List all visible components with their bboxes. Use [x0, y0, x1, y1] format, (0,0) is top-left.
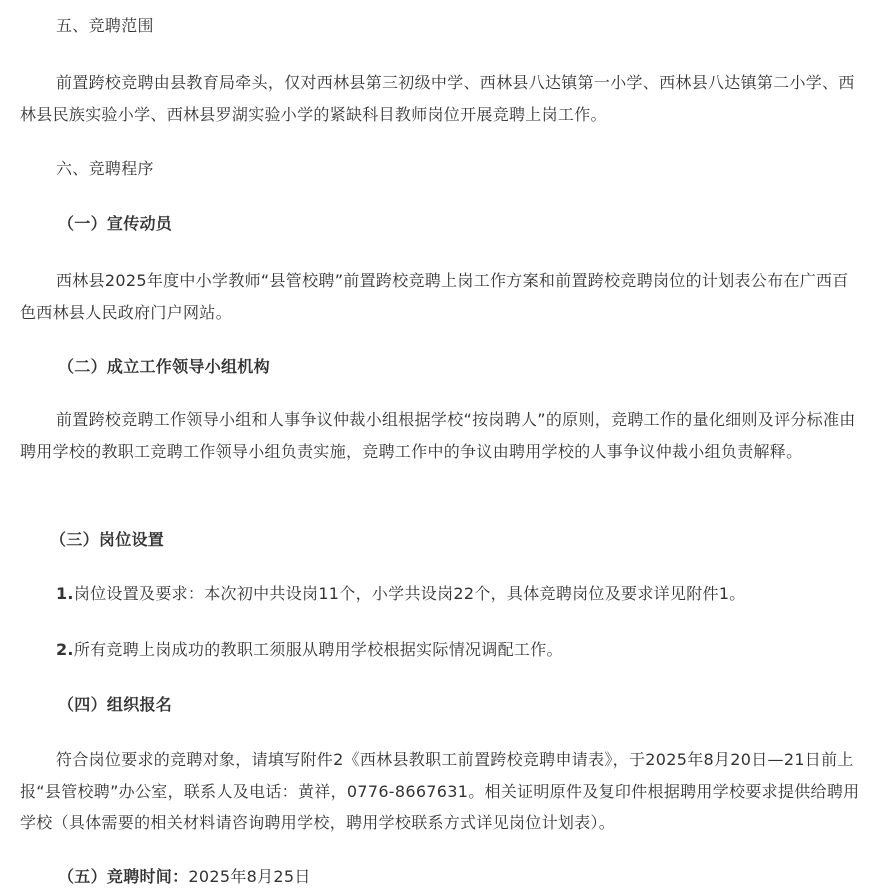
item-1-number: 1. [56, 584, 74, 603]
subsection-1-heading: （一）宣传动员 [58, 214, 173, 233]
item-2 [20, 634, 860, 666]
item-2-text: 所有竞聘上岗成功的教职工须服从聘用学校根据实际情况调配工作。 [73, 640, 563, 659]
section-5-heading: 五、竞聘范围 [56, 16, 154, 35]
subsection-2-body: 前置跨校竞聘工作领导小组和人事争议仲裁小组根据学校“按岗聘人”的原则，竞聘工作的量化细则及评分标准由聘用学校的教职工竞聘工作领导小组负责实施，竞聘工作中的争议由聘用学校的人事争议仲裁小组负责解释。 [20, 410, 856, 461]
subsection-5-value: 2025年8月25日 [188, 867, 311, 886]
subsection-1-body: 西林县2025年度中小学教师“县管校聘”前置跨校竞聘上岗工作方案和前置跨校竞聘岗位的计划表公布在广西百色西林县人民政府门户网站。 [20, 271, 849, 322]
subsection-5 [20, 861, 860, 893]
section-5-body: 前置跨校竞聘由县教育局牵头，仅对西林县第三初级中学、西林县八达镇第一小学、西林县八达镇第二小学、西林县民族实验小学、西林县罗湖实验小学的紧缺科目教师岗位开展竞聘上岗工作。 [20, 73, 855, 124]
subsection-5-label: （五）竞聘时间： [58, 867, 189, 886]
item-1-text: 岗位设置及要求：本次初中共设岗11个，小学共设岗22个，具体竞聘岗位及要求详见附件1。 [73, 584, 746, 603]
subsection-4-heading: （四）组织报名 [58, 695, 173, 714]
item-1 [20, 578, 860, 610]
section-6-heading: 六、竞聘程序 [56, 159, 154, 178]
subsection-2-heading: （二）成立工作领导小组机构 [58, 357, 270, 376]
subsection-3-heading: （三）岗位设置 [50, 530, 165, 549]
item-2-number: 2. [56, 640, 74, 659]
subsection-4-body: 符合岗位要求的竞聘对象，请填写附件2《西林县教职工前置跨校竞聘申请表》，于2025年8月20日—21日前上报“县管校聘”办公室，联系人及电话：黄祥，0776-8667631。相关证明原件及复印件根据聘用学校要求提供给聘用学校（具体需要的相关材料请咨询聘用学校，聘用学校联系方式详见岗位计划表）。 [20, 750, 860, 832]
